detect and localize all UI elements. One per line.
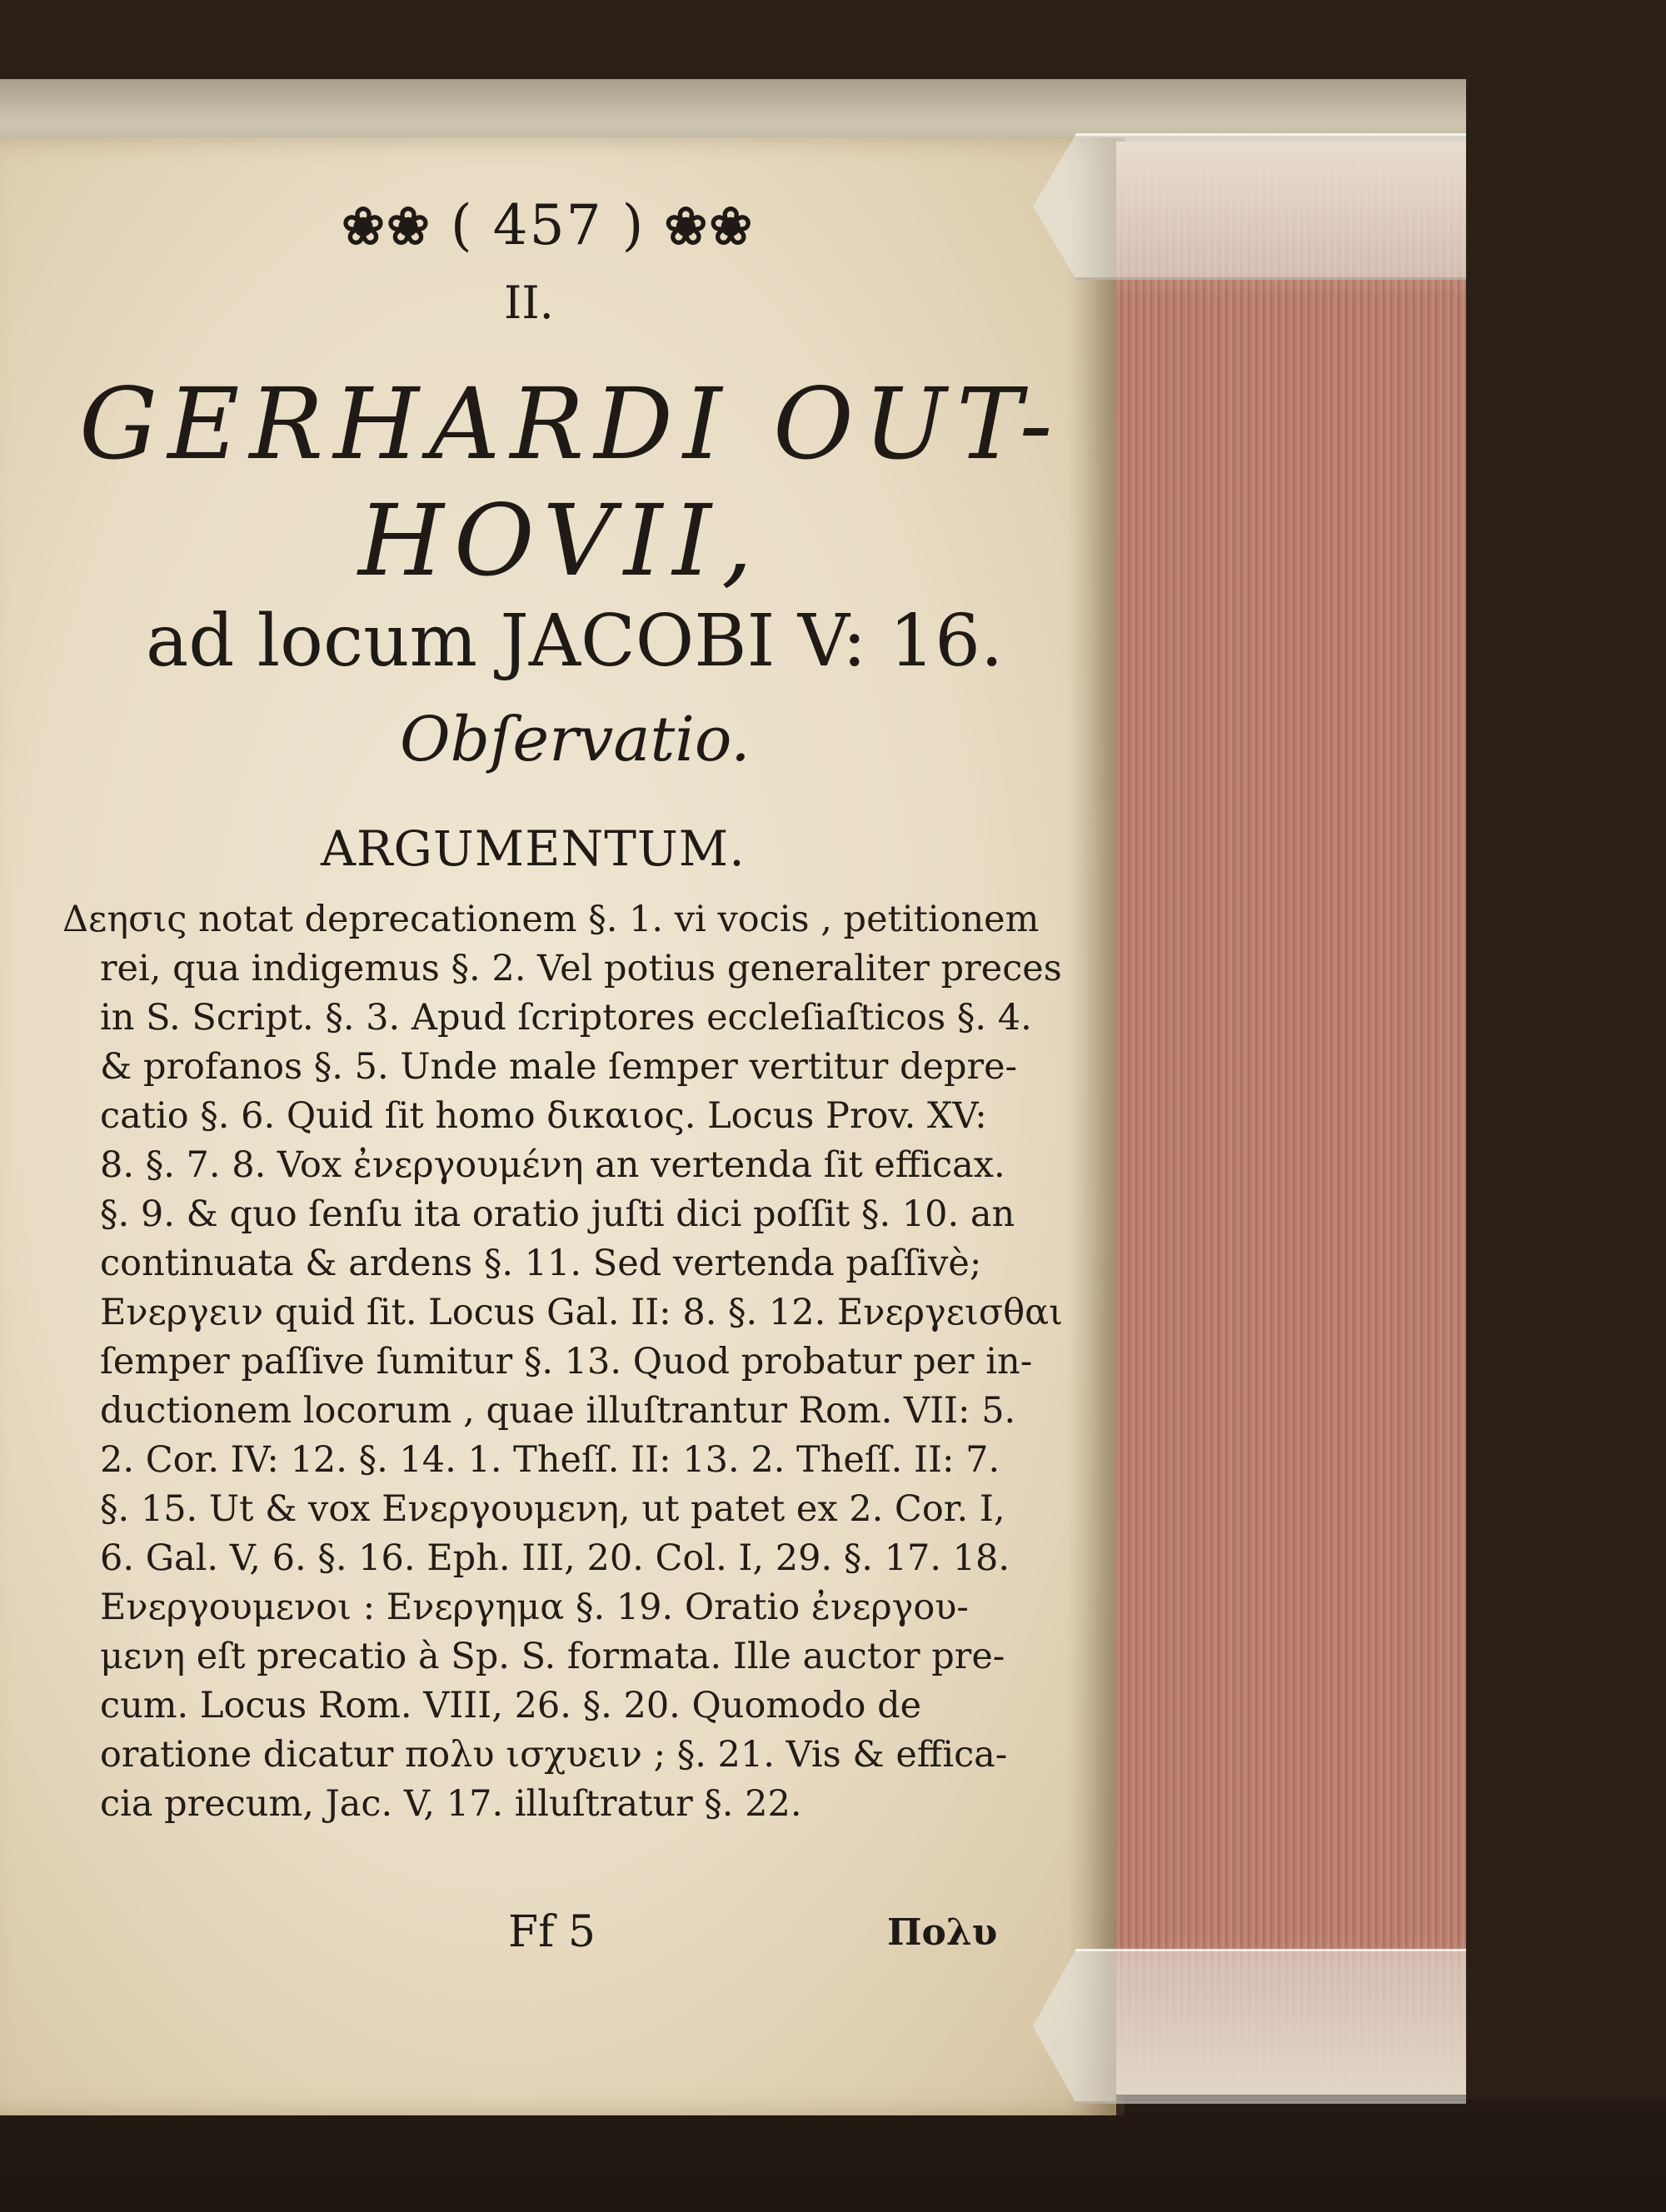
body-line: ſemper paſſive ſumitur §. 13. Quod probatur per in- xyxy=(100,1341,1033,1382)
ornament-right-icon: ❀❀ xyxy=(664,196,755,257)
body-line: in S. Script. §. 3. Apud ſcriptores eccleſiaſticos §. 4. xyxy=(100,997,1032,1039)
body-line: cia precum, Jac. V, 17. illuſtratur §. 22. xyxy=(100,1783,802,1825)
body-line: & profanos §. 5. Unde male ſemper vertitur depre- xyxy=(100,1046,1018,1088)
ornament-left-icon: ❀❀ xyxy=(342,196,431,257)
title-line-2: HOVII, xyxy=(358,483,763,598)
plastic-clip-bottom xyxy=(1033,1949,1466,2104)
body-line: μενη eſt precatio à Sp. S. formata. Ille auctor pre- xyxy=(100,1636,1005,1677)
body-line: Ενεργειν quid ſit. Locus Gal. II: 8. §. 12. Ενεργεισθαι xyxy=(100,1292,1063,1333)
body-line: Δεησις notat deprecationem §. 1. vi vocis , petitionem xyxy=(62,899,1040,940)
body-line: 8. §. 7. 8. Vox ἐνεργουμένη an vertenda ſit efficax. xyxy=(100,1144,1005,1186)
background xyxy=(0,2099,1666,2212)
section-numeral: II. xyxy=(504,276,554,329)
plastic-clip-top xyxy=(1033,133,1466,280)
body-line: §. 9. & quo ſenſu ita oratio juſti dici poſſit §. 10. an xyxy=(100,1193,1015,1235)
body-line: §. 15. Ut & vox Ενεργουμενη, ut patet ex 2. Cor. I, xyxy=(100,1488,1005,1530)
body-line: oratione dicatur πολυ ισχυειν ; §. 21. Vis & effica- xyxy=(100,1734,1008,1776)
running-header xyxy=(342,193,754,257)
title-line-1: GERHARDI OUT- xyxy=(79,366,1063,481)
body-line: Ενεργουμενοι : Ενεργημα §. 19. Oratio ἐνεργου- xyxy=(100,1587,969,1628)
body-line: catio §. 6. Quid ſit homo δικαιος. Locus Prov. XV: xyxy=(100,1095,987,1137)
body-line: 6. Gal. V, 6. §. 16. Eph. III, 20. Col. I, 29. §. 17. 18. xyxy=(100,1537,1010,1579)
subtitle: ad locum JACOBI V: 16. xyxy=(146,600,1004,683)
argument-body xyxy=(62,895,1063,1829)
body-line: rei, qua indigemus §. 2. Vel potius generaliter preces xyxy=(100,948,1062,989)
body-line: cum. Locus Rom. VIII, 26. §. 20. Quomodo de xyxy=(100,1685,922,1726)
body-line: continuata & ardens §. 11. Sed vertenda paſſivè; xyxy=(100,1243,982,1284)
argumentum-heading: ARGUMENTUM. xyxy=(321,820,746,877)
body-line: ductionem locorum , quae illuſtrantur Rom. VII: 5. xyxy=(100,1390,1016,1432)
signature-mark: Ff 5 xyxy=(508,1907,596,1957)
catchword: Πολυ xyxy=(887,1911,998,1954)
page-edges-shade xyxy=(1116,142,1466,2095)
body-line: 2. Cor. IV: 12. §. 14. 1. Theſſ. II: 13. 2. Theſſ. II: 7. xyxy=(100,1439,1000,1481)
observatio-heading: Obſervatio. xyxy=(400,704,751,775)
page-number: ( 457 ) xyxy=(450,193,646,257)
